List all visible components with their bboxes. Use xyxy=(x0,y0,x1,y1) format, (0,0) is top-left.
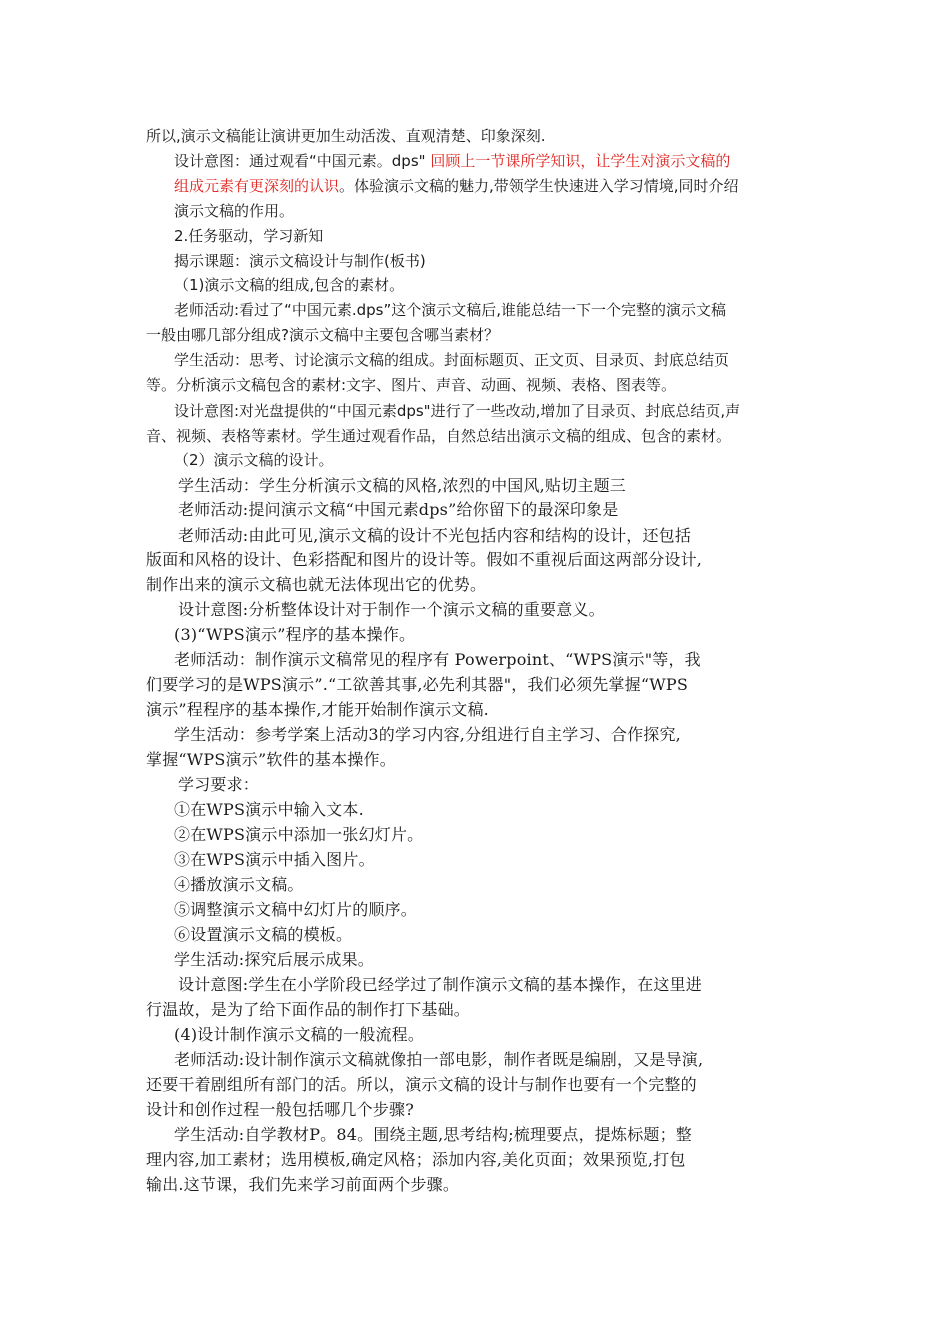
paragraph-line xyxy=(174,176,739,196)
paragraph-line: 等。分析演示文稿包含的素材:文字、图片、声音、动画、视频、表格、图表等。 xyxy=(146,376,677,394)
paragraph-line: 设计和创作过程一般包括哪几个步骤? xyxy=(146,1100,414,1119)
paragraph-line: 老师活动:提问演示文稿“中国元素dps”给你留下的最深印象是 xyxy=(178,500,619,519)
highlighted-text: 回顾上一节课所学知识，让学生对演示文稿的 xyxy=(430,152,731,170)
paragraph-line: 版面和风格的设计、色彩搭配和图片的设计等。假如不重视后面这两部分设计, xyxy=(146,550,703,569)
paragraph-line: 学生活动:探究后展示成果。 xyxy=(174,950,374,969)
subsection-heading: （1)演示文稿的组成,包含的素材。 xyxy=(174,276,405,294)
highlighted-text: 组成元素有更深刻的认识 xyxy=(174,177,340,195)
paragraph-line: 学习要求： xyxy=(178,775,260,794)
paragraph-line: 老师活动:设计制作演示文稿就像拍一部电影，制作者既是编剧，又是导演, xyxy=(174,1050,704,1069)
paragraph-line: 设计意图:对光盘提供的“中国元素dps"进行了一些改动,增加了目录页、封底总结页,声 xyxy=(174,402,741,420)
paragraph-line: 揭示课题：演示文稿设计与制作(板书) xyxy=(174,252,426,270)
subsection-heading: (4)设计制作演示文稿的一般流程。 xyxy=(174,1025,425,1044)
paragraph-line: 输出.这节课，我们先来学习前面两个步骤。 xyxy=(146,1175,460,1194)
paragraph-line: 还要干着剧组所有部门的活。所以，演示文稿的设计与制作也要有一个完整的 xyxy=(146,1075,697,1094)
paragraph-line: 行温故，是为了给下面作品的制作打下基础。 xyxy=(146,1000,471,1019)
paragraph-line: 学生活动：参考学案上活动3的学习内容,分组进行自主学习、合作探究, xyxy=(174,725,681,744)
subsection-heading: （2）演示文稿的设计。 xyxy=(174,451,334,469)
paragraph-line: 老师活动：制作演示文稿常见的程序有 Powerpoint、“WPS演示"等，我 xyxy=(174,650,701,669)
list-item: ④播放演示文稿。 xyxy=(174,875,304,894)
paragraph-line: 们要学习的是WPS演示”.“工欲善其事,必先利其器"，我们必须先掌握“WPS xyxy=(146,675,689,694)
list-item: ①在WPS演示中输入文本. xyxy=(174,800,364,819)
paragraph-line: 演示”程程序的基本操作,才能开始制作演示文稿. xyxy=(146,700,489,719)
paragraph-line: 一般由哪几部分组成?演示文稿中主要包含哪当素材？ xyxy=(146,326,499,344)
subsection-heading: (3)“WPS演示”程序的基本操作。 xyxy=(174,625,416,644)
paragraph-line: 老师活动:由此可见,演示文稿的设计不光包括内容和结构的设计，还包括 xyxy=(178,526,692,545)
paragraph-line: 老师活动:看过了“中国元素.dps”这个演示文稿后,谁能总结一下一个完整的演示文稿 xyxy=(174,301,726,319)
section-heading: 2.任务驱动，学习新知 xyxy=(174,227,324,245)
paragraph-line: 音、视频、表格等素材。学生通过观看作品，自然总结出演示文稿的组成、包含的素材。 xyxy=(146,427,732,445)
paragraph-line xyxy=(174,151,730,171)
paragraph-line: 学生活动:自学教材P。84。围绕主题,思考结构;梳理要点，提炼标题；整 xyxy=(174,1125,692,1144)
paragraph-line: 掌握“WPS演示”软件的基本操作。 xyxy=(146,750,396,769)
list-item: ③在WPS演示中插入图片。 xyxy=(174,850,375,869)
paragraph-line: 制作出来的演示文稿也就无法体现出它的优势。 xyxy=(146,575,487,594)
list-item: ②在WPS演示中添加一张幻灯片。 xyxy=(174,825,424,844)
paragraph-line: 理内容,加工素材；选用模板,确定风格；添加内容,美化页面；效果预览,打包 xyxy=(146,1150,686,1169)
paragraph-line: 设计意图:学生在小学阶段已经学过了制作演示文稿的基本操作，在这里进 xyxy=(178,975,702,994)
paragraph-line: 演示文稿的作用。 xyxy=(174,202,295,220)
list-item: ⑥设置演示文稿的模板。 xyxy=(174,925,353,944)
body-text: 。体验演示文稿的魅力,带领学生快速进入学习情境,同时介绍 xyxy=(339,177,739,195)
list-item: ⑤调整演示文稿中幻灯片的顺序。 xyxy=(174,900,418,919)
design-intent-text: 设计意图：通过观看“中国元素。dps" xyxy=(174,152,431,170)
paragraph-line: 学生活动：学生分析演示文稿的风格,浓烈的中国风,贴切主题三 xyxy=(178,476,626,495)
paragraph-line: 设计意图:分析整体设计对于制作一个演示文稿的重要意义。 xyxy=(178,600,605,619)
paragraph-line: 所以,演示文稿能让演讲更加生动活泼、直观清楚、印象深刻. xyxy=(146,127,546,145)
paragraph-line: 学生活动：思考、讨论演示文稿的组成。封面标题页、正文页、目录页、封底总结页 xyxy=(174,351,730,369)
